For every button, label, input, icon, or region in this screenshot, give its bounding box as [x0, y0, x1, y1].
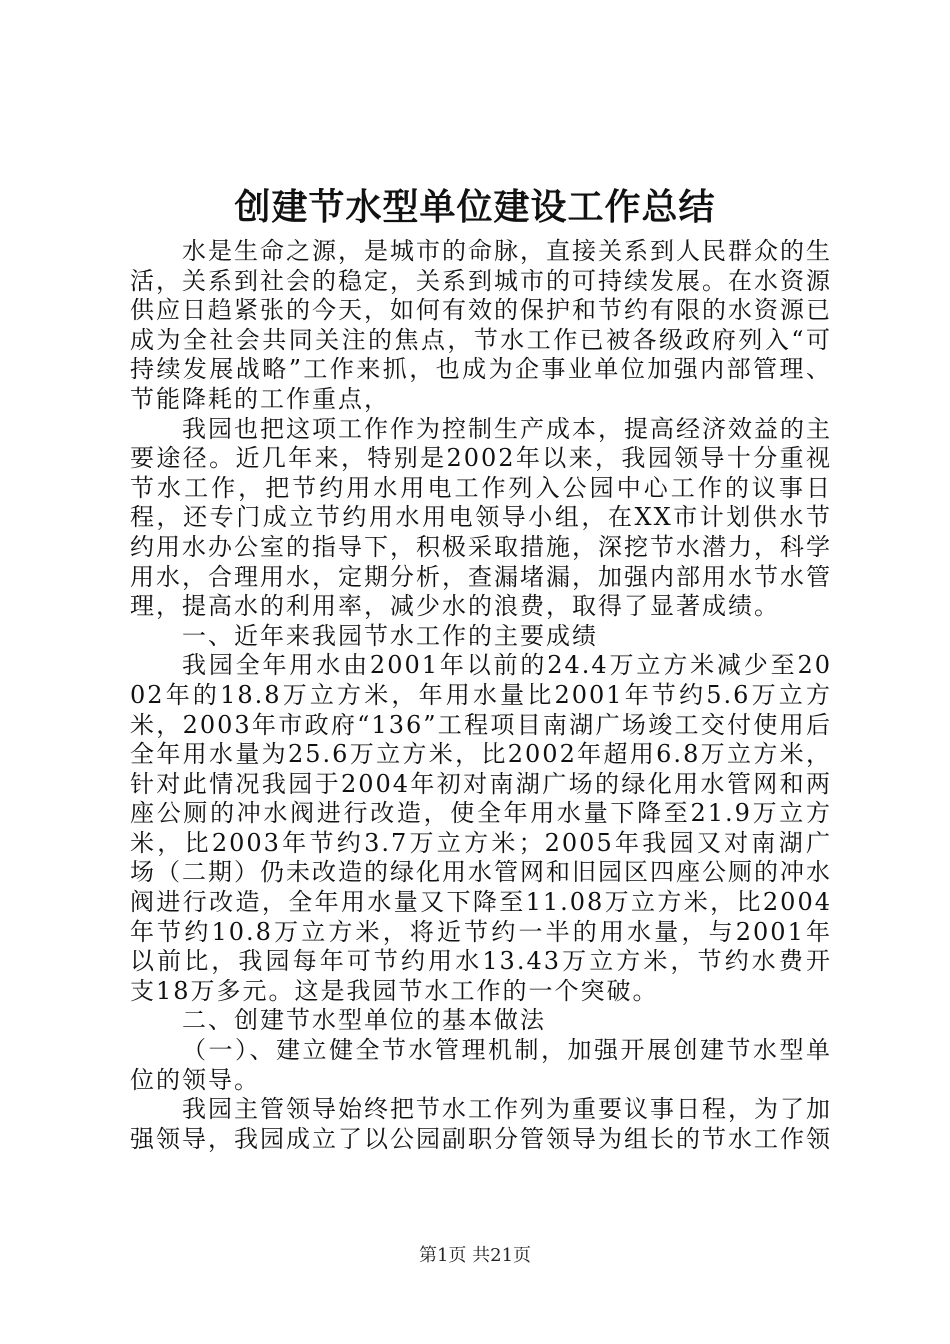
paragraph-intro: 水是生命之源，是城市的命脉，直接关系到人民群众的生活，关系到社会的稳定，关系到城市的可持续发展。在水资源供应日趋紧张的今天，如何有效的保护和节约有限的水资源已成为全社会共同关注的焦点，节水工作已被各级政府列入“可持续发展战略”工作来抓，也成为企事业单位加强内部管理、节能降耗的工作重点，	[130, 237, 832, 413]
section-heading-methods: 二、创建节水型单位的基本做法	[182, 1006, 546, 1035]
paragraph-approach: 我园也把这项工作作为控制生产成本，提高经济效益的主要途径。近几年来，特别是2002年以来，我园领导十分重视节水工作，把节约用水用电工作列入公园中心工作的议事日程，还专门成立节约用水用电领导小组，在XX市计划供水节约用水办公室的指导下，积极采取措施，深挖节水潜力，科学用水，合理用水，定期分析，查漏堵漏，加强内部用水节水管理，提高水的利用率，减少水的浪费，取得了显著成绩。	[130, 414, 832, 621]
document-body	[130, 237, 832, 1154]
page-number-footer: 第1页 共21页	[418, 1245, 532, 1266]
paragraph-leadership: 我园主管领导始终把节水工作列为重要议事日程，为了加强领导，我园成立了以公园副职分管领导为组长的节水工作领	[130, 1095, 832, 1153]
subsection-heading-mechanism: （一）、建立健全节水管理机制，加强开展创建节水型单位的领导。	[130, 1036, 832, 1094]
paragraph-achievements: 我园全年用水由2001年以前的24.4万立方米减少至2002年的18.8万立方米，年用水量比2001年节约5.6万立方米，2003年市政府“136”工程项目南湖广场竣工交付使用后全年用水量为25.6万立方米，比2002年超用6.8万立方米，针对此情况我园于2004年初对南湖广场的绿化用水管网和两座公厕的冲水阀进行改造，使全年用水量下降至21.9万立方米，比2003年节约3.7万立方米；2005年我园又对南湖广场（二期）仍未改造的绿化用水管网和旧园区四座公厕的冲水阀进行改造，全年用水量又下降至11.08万立方米，比2004年节约10.8万立方米，将近节约一半的用水量，与2001年以前比，我园每年可节约用水13.43万立方米，节约水费开支18万多元。这是我园节水工作的一个突破。	[130, 651, 832, 1005]
document-title: 创建节水型单位建设工作总结	[234, 187, 716, 228]
section-heading-achievements: 一、近年来我园节水工作的主要成绩	[182, 621, 598, 650]
